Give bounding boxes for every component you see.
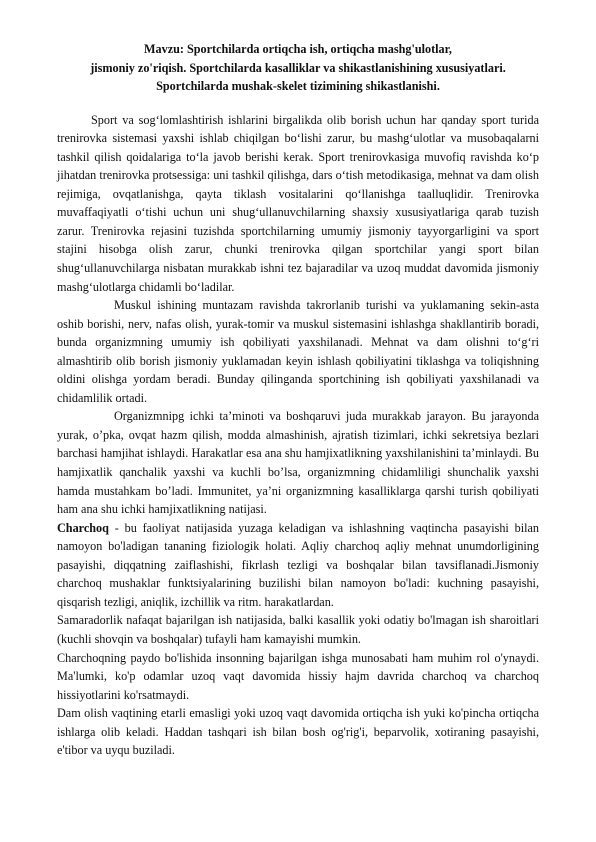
- paragraph-4-text: - bu faoliyat natijasida yuzaga keladigan va ishlashning vaqtincha pasayishi bilan namoyon bo'ladigan tananing fiziologik holati. Aqliy charchoq aqliy mehnat unumdorligining pasayishi, diqqatning zaiflashishi, fikrlash tezligi va boshqalar bilan tavsiflanadi.Jismoniy charchoq mushaklar funktsiyalarining buzilishi bilan namoyon bo'ladi: kuchning pasayishi, qisqarish tezligi, aniqlik, izchillik va ritm. harakatlardan.: [57, 520, 539, 609]
- paragraph-3: Organizmnipg ichki ta’minoti va boshqaruvi juda murakkab jarayon. Bu jarayonda yurak, o’pka, ovqat hazm qilish, modda almashinish, ajratish tizimlari, ichki sekretsiya bezlari barchasi hamjihat ishlaydi. Harakatlar esa ana shu hamjixatlikning yaxshilanishini ta’minlaydi. Bu hamjixatlik qanchalik yaxshi va kuchli bo’lsa, organizmning chidamliligi shunchalik yaxshi hamda mustahkam bo’ladi. Immunitet, ya’ni organizmning kasalliklarga qarshi turish qobiliyati ham ana shu ichki hamjixatlikning natijasi.: [57, 409, 539, 517]
- term-charchoq: Charchoq: [57, 520, 109, 535]
- document-title: [57, 40, 539, 96]
- document-page: [57, 40, 539, 760]
- title-line-3: Sportchilarda mushak-skelet tizimining shikastlanishi.: [156, 79, 440, 94]
- paragraph-6: Charchoqning paydo bo'lishida insonning bajarilgan ishga munosabati ham muhim rol o'ynaydi. Ma'lumki, ko'p odamlar uzoq vaqt davomida hissiy hajm davrida charchoq va charchoq hissiyotlarini ko'rsatmaydi.: [57, 650, 539, 702]
- paragraph-4: [57, 519, 539, 612]
- title-line-2: jismoniy zo'riqish. Sportchilarda kasalliklar va shikastlanishining xususiyatlari.: [90, 60, 506, 75]
- paragraph-1: Sport va sog‘lomlashtirish ishlarini birgalikda olib borish uchun har qanday sport turida trenirovka sistemasi yaxshi ishlab chiqilgan bo‘lishi zarur, bu mashg‘ulotlar va musobaqalarni tashkil qilish qoidalariga to‘la javob berishi kerak. Sport trenirovkasiga muvofiq ravishda ko‘p jihatdan trenirovka protsessiga: uni tashkil qilishga, dars o‘tish metodikasiga, mehnat va dam olish rejimiga, ovqatlanishga, qayta tiklash vositalarini qo‘llanishga taalluqlidir. Trenirovka muvaffaqiyatli o‘tishi uchun uni shug‘ullanuvchilarning shaxsiy xususiyatlariga qarab tuzish zarur. Trenirovka rejasini tuzishda sportchilarning umumiy jismoniy tayyorgarligini va sport stajini hisobga olish zarur, chunki trenirovka qilgan sportchilar yangi sport bilan shug‘ullanuvchilarga nisbatan murakkab ishni tez bajaradilar va uzoq muddat davomida jismoniy mashg‘ulotlarga chidamli bo‘ladilar.: [57, 112, 539, 294]
- paragraph-2: Muskul ishining muntazam ravishda takrorlanib turishi va yuklamaning sekin-asta oshib borishi, nerv, nafas olish, yurak-tomir va muskul sistemasini ishlashga shakllantirib boradi, bunda organizmning umumiy ish qobiliyati yaxshilanadi. Mehnat va dam olishni to‘g‘ri almashtirib olib borish jismoniy yuklamadan keyin ishlash qobiliyatini tiklashga va toliqishning oldini olishga yordam beradi. Bunday qilinganda sportchining ish qobiliyati yaxshilanadi va chidamlilik ortadi.: [57, 298, 539, 405]
- title-line-1: Mavzu: Sportchilarda ortiqcha ish, ortiqcha mashg'ulotlar,: [144, 42, 452, 56]
- paragraph-5: Samaradorlik nafaqat bajarilgan ish natijasida, balki kasallik yoki odatiy bo'lmagan ish sharoitlari (kuchli shovqin va boshqalar) tufayli ham kamayishi mumkin.: [57, 613, 539, 646]
- paragraph-7: Dam olish vaqtining etarli emasligi yoki uzoq vaqt davomida ortiqcha ish yuki ko'pincha ortiqcha ishlarga olib keladi. Haddan tashqari ish bilan bosh og'rig'i, beparvolik, xotiraning pasayishi, e'tibor va uyqu buziladi.: [57, 706, 539, 758]
